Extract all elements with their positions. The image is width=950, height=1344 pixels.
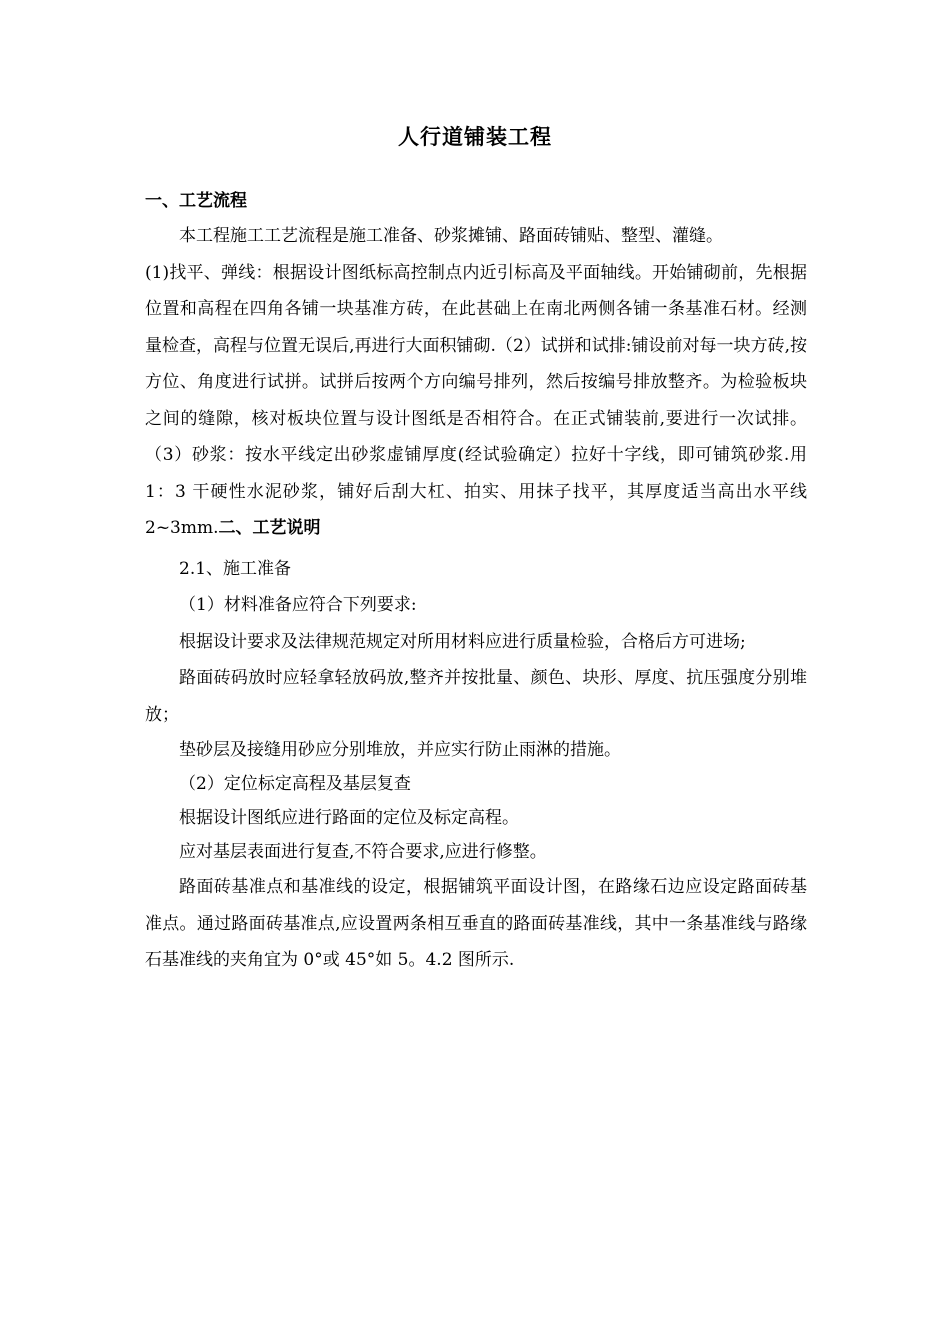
paragraph-base-check: 应对基层表面进行复查,不符合要求,应进行修整。 [179, 842, 547, 862]
paragraph-positioning: 根据设计图纸应进行路面的定位及标定高程。 [179, 808, 519, 828]
section-heading-process: 一、工艺流程 [145, 191, 247, 211]
paragraph-baseline: 路面砖基准点和基准线的设定，根据铺筑平面设计图，在路缘石边应设定路面砖基准点。通过路面砖基准点,应设置两条相互垂直的路面砖基准线，其中一条基准线与路缘石基准线的夹角宜为 0°或 45°如 5。4.2 图所示. [145, 877, 807, 970]
item-positioning: （2）定位标定高程及基层复查 [179, 774, 411, 794]
process-steps-paragraph [145, 255, 807, 547]
paragraph-sand-storage: 垫砂层及接缝用砂应分别堆放，并应实行防止雨淋的措施。 [179, 740, 621, 760]
item-material-preparation: （1）材料准备应符合下列要求: [179, 595, 417, 615]
section-heading-description: 二、工艺说明 [218, 518, 321, 538]
subsection-preparation: 2.1、施工准备 [179, 558, 292, 579]
paragraph-material-check: 根据设计要求及法律规范规定对所用材料应进行质量检验，合格后方可进场; [179, 631, 746, 652]
process-intro-paragraph: 本工程施工工艺流程是施工准备、砂浆摊铺、路面砖铺贴、整型、灌缝。 [179, 226, 723, 246]
document-body [145, 218, 807, 979]
document-title: 人行道铺装工程 [398, 125, 552, 149]
process-steps-text: (1)找平、弹线：根据设计图纸标高控制点内近引标高及平面轴线。开始铺砌前，先根据位置和高程在四角各铺一块基准方砖，在此甚础上在南北两侧各铺一条基准石材。经测量检查，高程与位置无误后,再进行大面积铺砌.（2）试拼和试排:铺设前对每一块方砖,按方位、角度进行试拼。试拼后按两个方向编号排列，然后按编号排放整齐。为检验板块之间的缝隙，核对板块位置与设计图纸是否相符合。在正式铺装前,要进行一次试排。（3）砂浆：按水平线定出砂浆虚铺厚度(经试验确定）拉好十字线，即可铺筑砂浆.用 1：3 干硬性水泥砂浆，铺好后刮大杠、拍实、用抹子找平，其厚度适当高出水平线 2~3mm. [145, 262, 807, 538]
paragraph-brick-storage: 路面砖码放时应轻拿轻放码放,整齐并按批量、颜色、块形、厚度、抗压强度分别堆放； [145, 668, 807, 725]
